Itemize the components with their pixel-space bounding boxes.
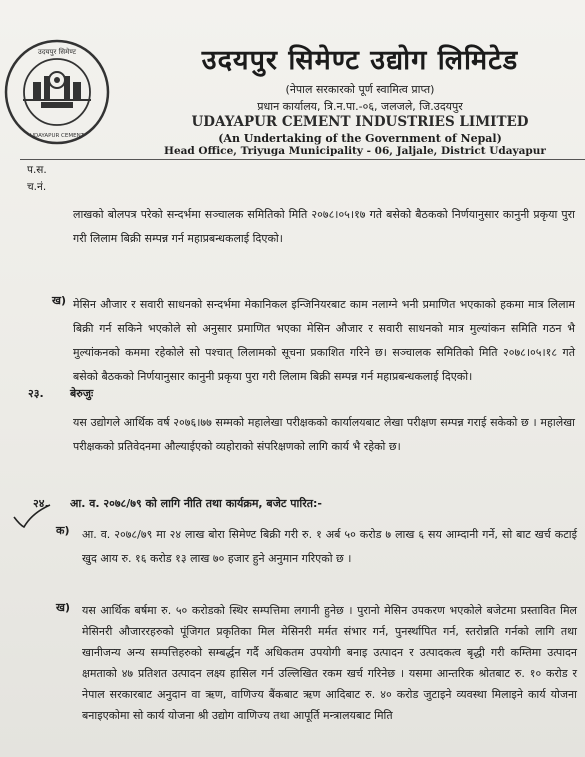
item-kha-marker: ख) <box>52 294 67 307</box>
svg-text:उदयपुर सिमेण्ट: उदयपुर सिमेण्ट <box>37 48 77 56</box>
item-ka-marker: क) <box>56 524 70 537</box>
company-name-english: UDAYAPUR CEMENT INDUSTRIES LIMITED <box>191 114 529 130</box>
company-subtitle-english: (An Undertaking of the Government of Nepal) <box>218 132 502 145</box>
section-24-title: आ. व. २०७८/७९ को लागि नीति तथा कार्यक्रम, बजेट पारित:- <box>70 497 322 510</box>
section-24-number: २४. <box>33 497 49 510</box>
section-23-number: २३. <box>28 387 44 400</box>
item-kha-marker-2: ख) <box>56 601 71 614</box>
company-seal-logo <box>3 38 111 146</box>
paragraph-audit: यस उद्योगले आर्थिक वर्ष २०७६।७७ सम्मको महालेखा परीक्षकको कार्यालयबाट लेखा परीक्षण सम्पन्न गराई सकेको छ । महालेखा परीक्षकको प्रतिवेदनमा औल्याईएको व्यहोराको संपरिक्षणको लागि कार्य भै रहेको छ। <box>73 416 575 453</box>
reference-cn-label: च.नं. <box>27 181 47 193</box>
paragraph-capital-investment: यस आर्थिक बर्षमा रु. ५० करोडको स्थिर सम्पत्तिमा लगानी हुनेछ । पुरानो मेसिन उपकरण भएकोले बजेटमा प्रस्तावित मिल मेसिनरी औजाररहरुको पूंजिगत प्रकृतिका मिल मेसिनरी मर्मत संभार गर्न, पुनर्स्थापित गर्न, स्तरोन्नति गर्नको लागि तथा खानीजन्य अन्य सम्पत्तिहरुको सम्बर्द्धन गर्दै अधिकतम उपयोगी बनाइ उत्पादन र उत्पादकत्व बृद्धी गरी कम्तिमा उत्पादन क्षमताको ४७ प्रतिशत उत्पादन लक्ष्य हासिल गर्न उल्लिखित रकम खर्च गरिनेछ । यसमा आन्तरिक श्रोतबाट रु. १० करोड र नेपाल सरकारबाट अनुदान वा ऋण, वाणिज्य बैंकबाट ऋण आदिबाट रु. ४० करोड जुटाइने व्यवस्था मिलाइने कार्य योजना बनाइएकोमा सो कार्य योजना श्री उद्योग वाणिज्य तथा आपूर्ति मन्त्रालयबाट मिति <box>82 604 577 722</box>
paragraph-machinery-vehicles: मेसिन औजार र सवारी साधनको सन्दर्भमा मेकानिकल इन्जिनियरबाट काम नलाग्ने भनी प्रमाणित भएकाको हकमा मात्र लिलाम बिक्री गर्न सकिने भएकोले सो अनुसार प्रमाणित भएका मेसिन औजार र सवारी साधनको मात्र मुल्यांकन समिति गठन भै मुल्यांकनको कममा रहेकोले सो पश्चात् लिलामको सूचना प्रकाशित गरिने छ। सञ्चालक समितिको मिति २०७८।०५।१८ गते बसेको बैठकको निर्णयानुसार कानुनी प्रकृया पुरा गरी लिलाम बिक्री सम्पन्न गर्न महाप्रबन्धकलाई दिएको। <box>73 298 575 383</box>
paragraph-sales-target: आ. व. २०७८/७९ मा २४ लाख बोरा सिमेण्ट बिक्री गरी रु. १ अर्ब ५० करोड ७ लाख ६ सय आम्दानी गर्ने, सो बाट खर्च कटाई खुद आय रु. १६ करोड १३ लाख ७० हजार हुने अनुमान गरिएको छ । <box>82 528 577 565</box>
section-23-title: बेरुजुः <box>70 387 94 400</box>
company-address-english: Head Office, Triyuga Municipality - 06, Jaljale, District Udayapur <box>164 145 546 157</box>
svg-text:UDAYAPUR CEMENT: UDAYAPUR CEMENT <box>29 133 85 139</box>
company-subtitle-nepali: (नेपाल सरकारको पूर्ण स्वामित्व प्राप्त) <box>285 83 435 96</box>
company-address-nepali: प्रधान कार्यालय, त्रि.न.पा.-०६, जलजले, जि.उदयपुर <box>257 100 463 113</box>
reference-ps-label: प.स. <box>27 164 47 176</box>
company-name-nepali: उदयपुर सिमेण्ट उद्योग लिमिटेड <box>201 45 519 76</box>
paragraph-auction-decision: लाखको बोलपत्र परेको सन्दर्भमा सञ्चालक समितिको मिति २०७८।०५।१७ गते बसेको बैठकको निर्णयानुसार कानुनी प्रकृया पुरा गरी लिलाम बिक्री सम्पन्न गर्न महाप्रबन्धकलाई दिएको। <box>73 208 575 245</box>
header-divider <box>20 159 585 160</box>
